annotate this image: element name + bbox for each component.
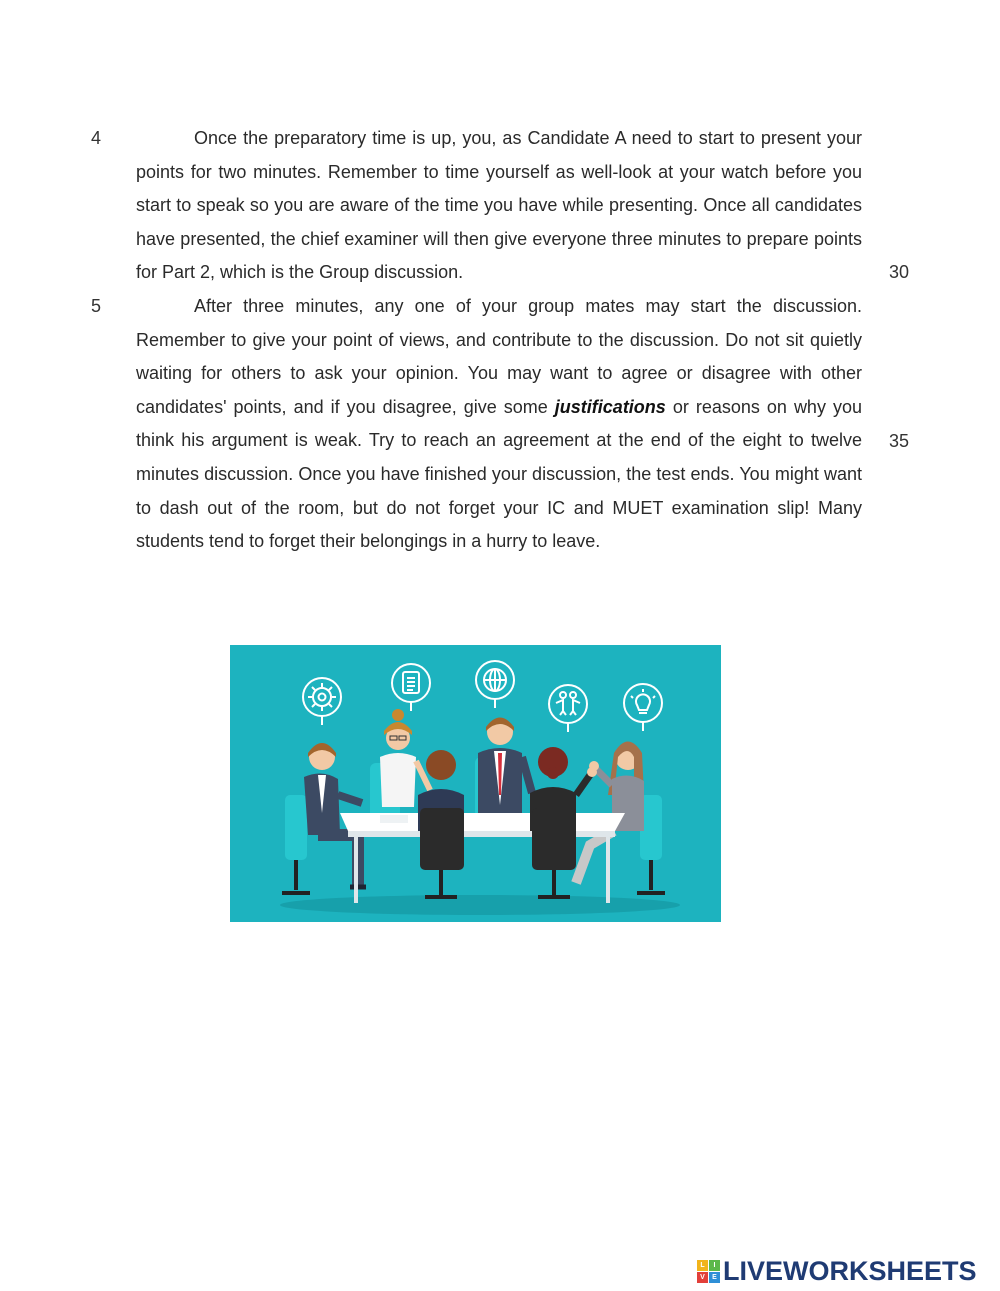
meeting-illustration bbox=[230, 645, 721, 922]
lightbulb-icon bbox=[624, 684, 662, 731]
liveworksheets-logo[interactable] bbox=[697, 1256, 977, 1286]
emphasized-word: justifications bbox=[554, 396, 666, 417]
logo-blocks bbox=[697, 1260, 720, 1283]
paragraph-number: 5 bbox=[91, 296, 102, 316]
logo-letter: L bbox=[697, 1260, 708, 1271]
line-number-marker: 35 bbox=[889, 431, 910, 451]
globe-icon bbox=[476, 661, 514, 708]
gear-icon bbox=[303, 678, 341, 725]
paragraph-4 bbox=[136, 122, 862, 290]
paragraph-text: or reasons on why you think his argument is weak. Try to reach an agreement at the end of the eight to twelve minutes discussion. Once you have finished your discussion, the test ends. You might want to dash out of the room, but do not forget your IC and MUET examination slip! Many students tend to forget their belongings in a hurry to leave. bbox=[136, 396, 862, 552]
paragraph-text: After three minutes, any one of your group mates may start the discussion. Remember to give your point of views, and contribute to the discussion. Do not sit quietly waiting for others to ask your opinion. You may want to agree or disagree with other candidates' points, and if you disagree, give some bbox=[136, 296, 862, 417]
document-icon bbox=[392, 664, 430, 711]
logo-letter: E bbox=[709, 1272, 720, 1283]
paragraph-5 bbox=[136, 290, 862, 559]
paragraph-text: Once the preparatory time is up, you, as Candidate A need to start to present your points for two minutes. Remember to time yourself as well-look at your watch before you start to speak so you are aware of the time you have while presenting. Once all candidates have presented, the chief examiner will then give everyone three minutes to prepare points for Part 2, which is the Group discussion. bbox=[136, 128, 862, 283]
logo-letter: V bbox=[697, 1272, 708, 1283]
people-icon bbox=[549, 685, 587, 732]
line-number-marker: 30 bbox=[889, 262, 910, 282]
logo-letter: I bbox=[709, 1260, 720, 1271]
logo-text: LIVEWORKSHEETS bbox=[723, 1255, 977, 1286]
paragraph-number: 4 bbox=[91, 128, 102, 148]
